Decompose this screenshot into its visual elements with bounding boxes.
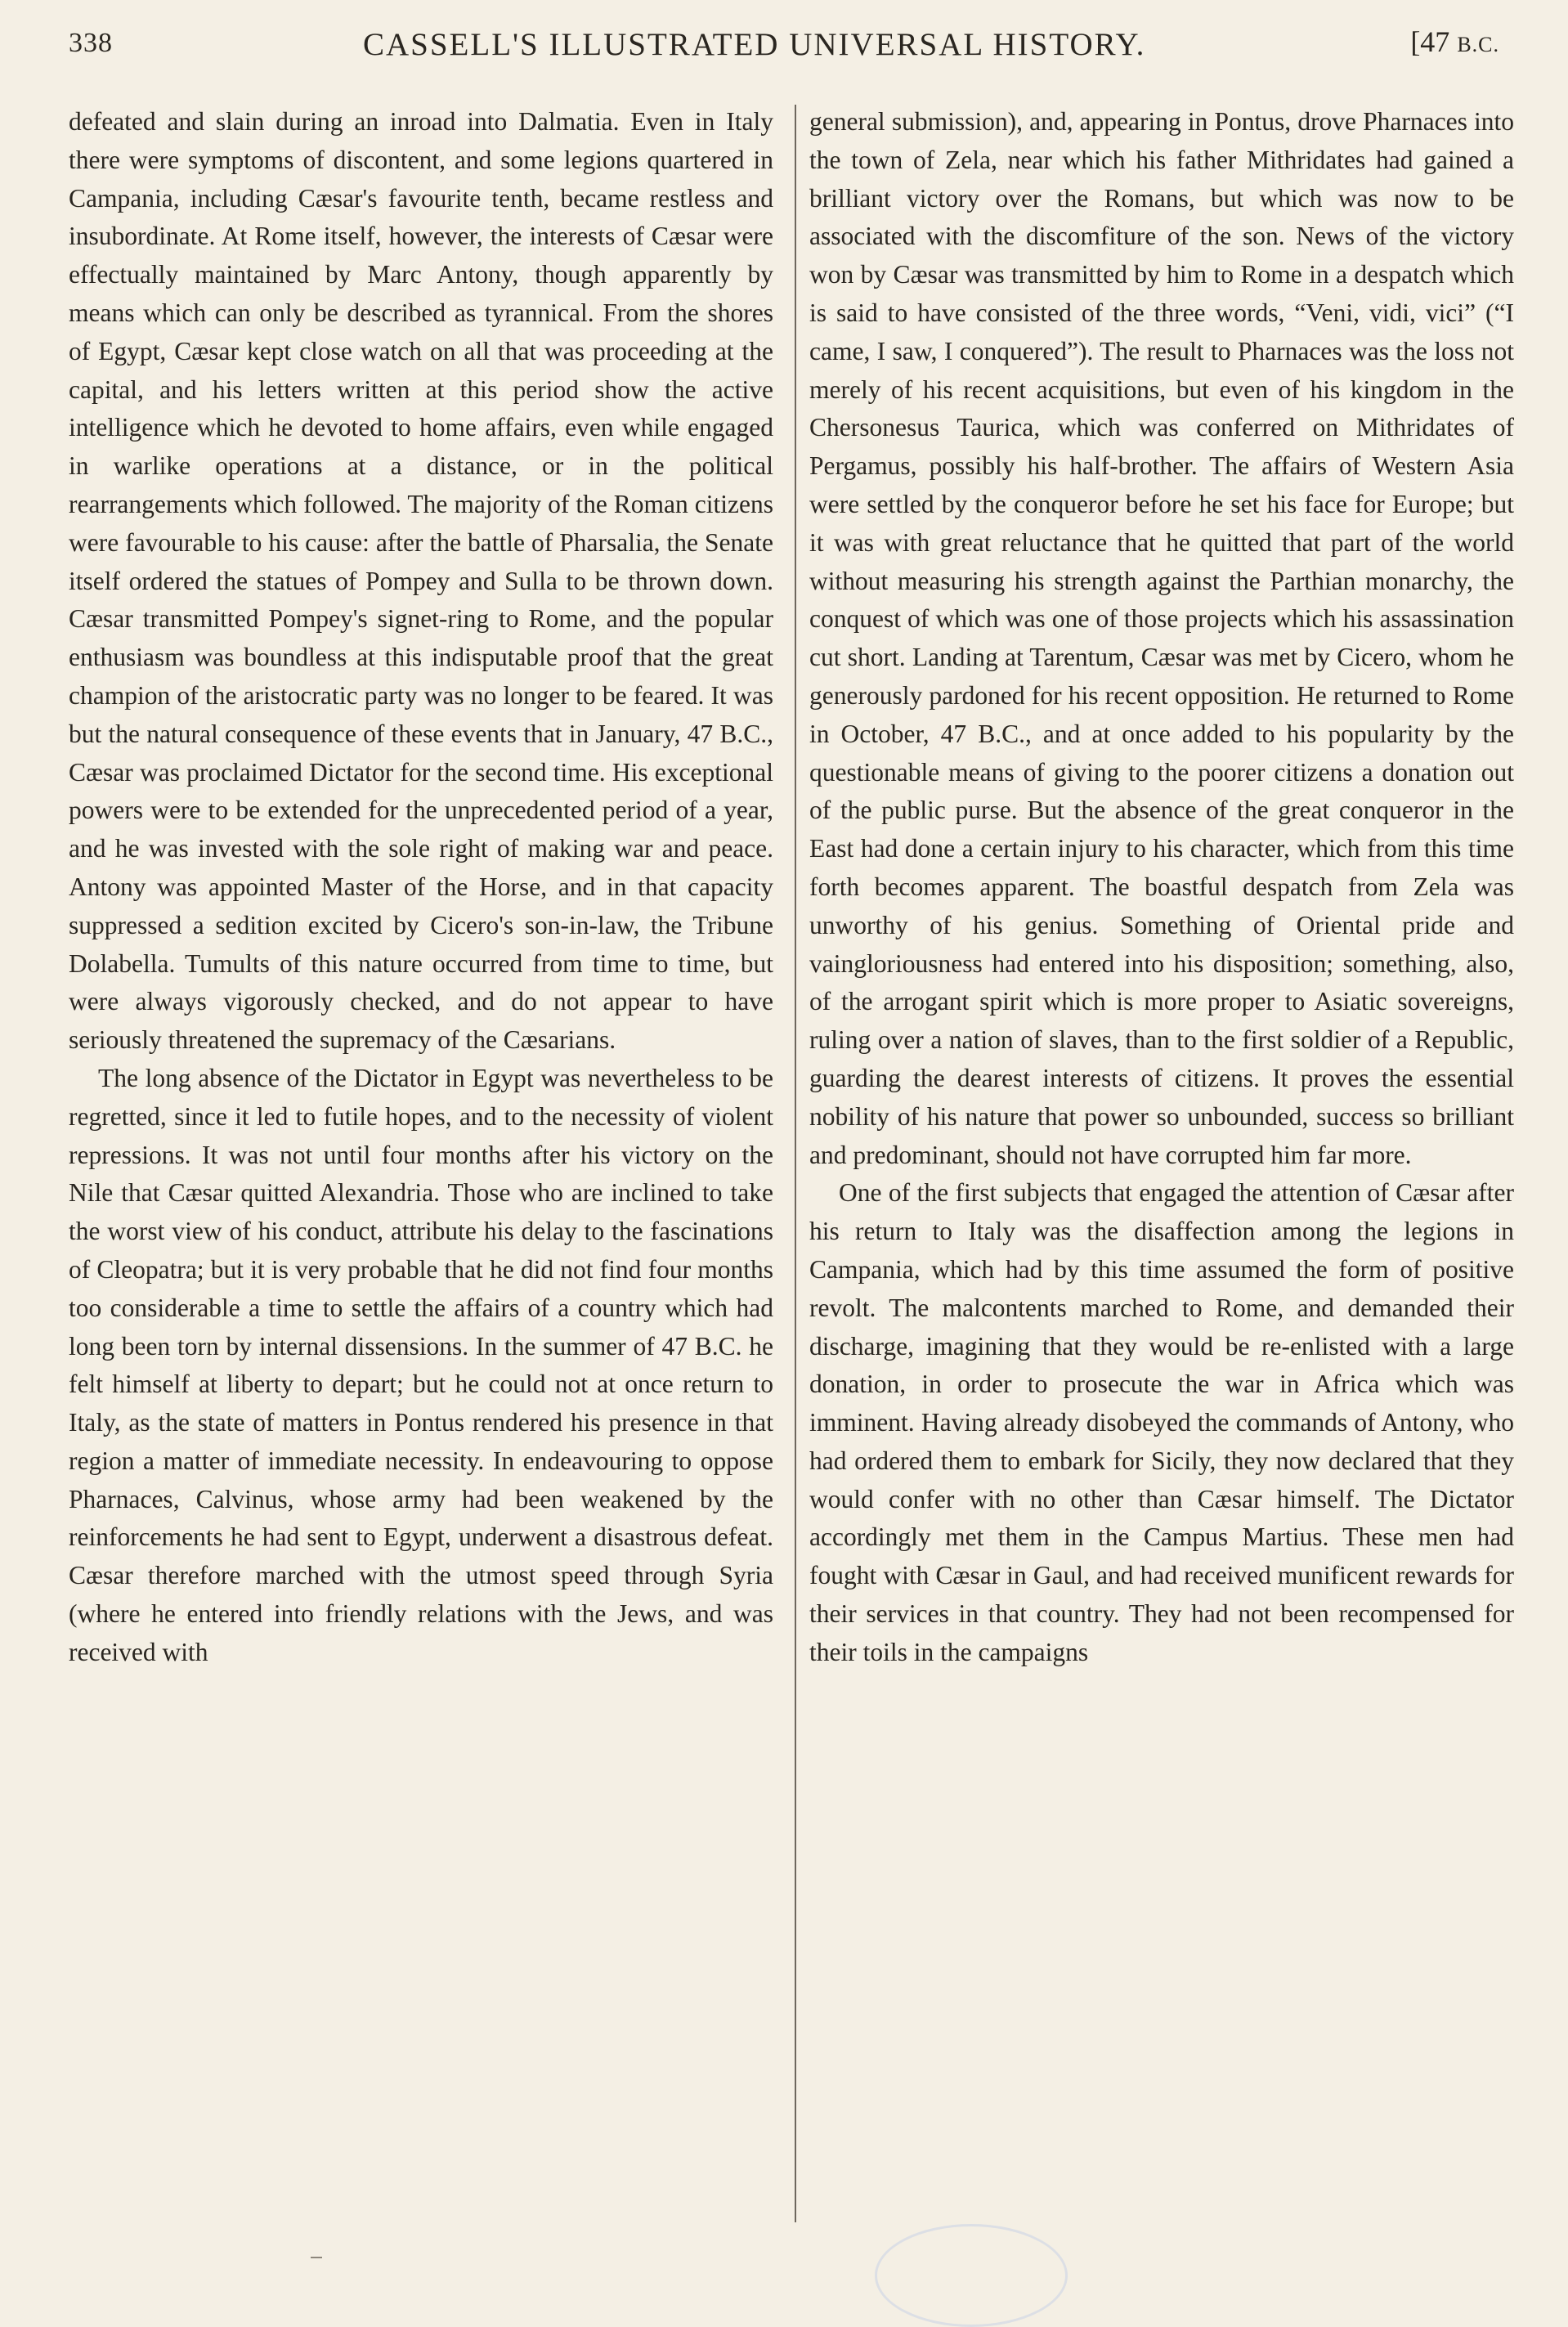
left-paragraph-1: defeated and slain during an inroad into Dalmatia. Even in Italy there were symptoms of discontent, and some legions quartered in Campania, including Cæsar's favourite tenth, became restless and insubordinate. At Rome itself, however, the interests of Cæsar were effectually maintained by Marc Antony, though apparently by means which can only be described as tyrannical. From the shores of Egypt, Cæsar kept close watch on all that was proceeding at the capital, and his letters written at this period show the active intelligence which he devoted to home affairs, even while engaged in warlike operations at a distance, or in the political rearrangements which followed. The majority of the Roman citizens were favourable to his cause: after the battle of Pharsalia, the Senate itself ordered the statues of Pompey and Sulla to be thrown down. Cæsar transmitted Pompey's signet-ring to Rome, and the popular enthusiasm was boundless at this indisputable proof that the great champion of the aristocratic party was no longer to be feared. It was but the natural consequence of these events that in January, 47 B.C., Cæsar was proclaimed Dictator for the second time. His exceptional powers were to be extended for the unprecedented period of a year, and he was invested with the sole right of making war and peace. Antony was appointed Master of the Horse, and in that capacity suppressed a sedition excited by Cicero's son-in-law, the Tribune Dolabella. Tumults of this nature occurred from time to time, but were always vigorously checked, and do not appear to have seriously threatened the supremacy of the Cæsarians. — [69, 107, 773, 1055]
right-paragraph-1: general submission), and, appearing in Pontus, drove Pharnaces into the town of Zela, near which his father Mithridates had gained a brilliant victory over the Romans, but which was now to be associated with the discomfiture of the son. News of the victory won by Cæsar was transmitted by him to Rome in a despatch which is said to have consisted of the three words, “Veni, vidi, vici” (“I came, I saw, I conquered”). The result to Pharnaces was the loss not merely of his recent acquisitions, but even of his kingdom in the Chersonesus Taurica, which was conferred on Mithridates of Pergamus, possibly his half-brother. The affairs of Western Asia were settled by the conqueror before he set his face for Europe; but it was with great reluctance that he quitted that part of the world without measuring his strength against the Parthian monarchy, the conquest of which was one of those projects which his assassination cut short. Landing at Tarentum, Cæsar was met by Cicero, whom he generously pardoned for his recent opposition. He returned to Rome in October, 47 B.C., and at once added to his popularity by the questionable means of giving to the poorer citizens a donation out of the public purse. But the absence of the great conqueror in the East had done a certain injury to his character, which from this time forth becomes apparent. The boastful despatch from Zela was unworthy of his genius. Something of Oriental pride and vaingloriousness had entered into his disposition; something, also, of the arrogant spirit which is more proper to Asiatic sovereigns, ruling over a nation of slaves, than to the first soldier of a Republic, guarding the dearest interests of citizens. It proves the essential nobility of his nature that power so unbounded, success so brilliant and predominant, should not have corrupted him far more. — [809, 107, 1514, 1169]
date-marker-year: [47 — [1410, 25, 1450, 58]
library-stamp — [875, 2224, 1068, 2327]
page-header — [69, 21, 1499, 78]
page-number: 338 — [69, 28, 113, 58]
running-title: CASSELL'S ILLUSTRATED UNIVERSAL HISTORY. — [363, 27, 1146, 62]
printer-mark — [311, 2257, 322, 2258]
right-column — [809, 103, 1514, 2229]
right-paragraph-2: One of the first subjects that engaged the attention of Cæsar after his return to Italy was the disaffection among the legions in Campania, which had by this time assumed the form of positive revolt. The malcontents marched to Rome, and demanded their discharge, imagining that they would be re-enlisted with a large donation, in order to prosecute the war in Africa which was imminent. Having already disobeyed the commands of Antony, who had ordered them to embark for Sicily, they now declared that they would confer with no other than Cæsar himself. The Dictator accordingly met them in the Campus Martius. These men had fought with Cæsar in Gaul, and had received munificent rewards for their services in that country. They had not been recompensed for their toils in the campaigns — [809, 1178, 1514, 1666]
left-paragraph-2: The long absence of the Dictator in Egypt was nevertheless to be regretted, since it led to futile hopes, and to the necessity of violent repressions. It was not until four months after his victory on the Nile that Cæsar quitted Alexandria. Those who are inclined to take the worst view of his conduct, attribute his delay to the fascinations of Cleopatra; but it is very probable that he did not find four months too considerable a time to settle the affairs of a country which had long been torn by internal dissensions. In the summer of 47 B.C. he felt himself at liberty to depart; but he could not at once return to Italy, as the state of matters in Pontus rendered his presence in that region a matter of immediate necessity. In endeavouring to oppose Pharnaces, Calvinus, whose army had been weakened by the reinforcements he had sent to Egypt, underwent a disastrous defeat. Cæsar therefore marched with the utmost speed through Syria (where he entered into friendly relations with the Jews, and was received with — [69, 1063, 773, 1666]
column-divider — [795, 105, 796, 2222]
date-marker — [1410, 25, 1499, 59]
date-marker-era: B.C. — [1457, 33, 1499, 56]
left-column — [69, 103, 773, 2229]
